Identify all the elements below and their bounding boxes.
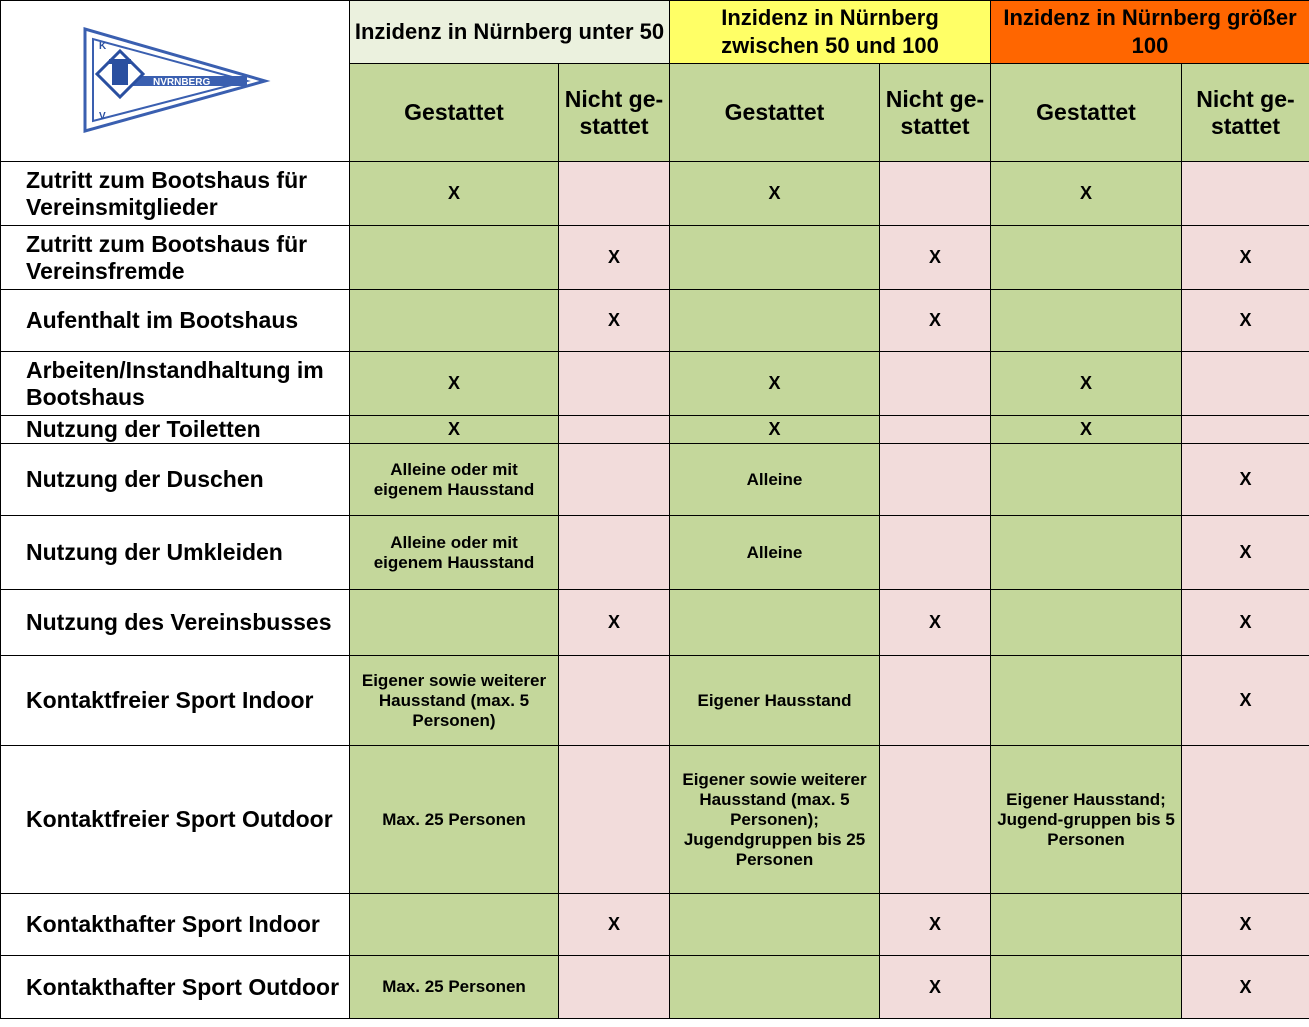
cross-mark: X: [607, 914, 620, 934]
table-body: [1, 162, 1309, 1019]
cross-mark: X: [607, 612, 620, 632]
allowed-cell: [350, 746, 559, 894]
allowed-cell: [991, 352, 1182, 416]
allowed-cell: [670, 590, 880, 656]
allowed-cell: [350, 352, 559, 416]
allowed-cell: [991, 956, 1182, 1019]
cross-mark: X: [1239, 690, 1252, 710]
header-incidence-50-100: Inzidenz in Nürnberg zwischen 50 und 100: [670, 1, 991, 64]
not-allowed-cell: [880, 352, 991, 416]
cross-mark: X: [768, 373, 781, 393]
not-allowed-cell: [559, 956, 670, 1019]
cross-mark: X: [928, 612, 941, 632]
cross-mark: X: [447, 183, 460, 203]
logo-letter-top: K: [99, 41, 107, 52]
allowed-cell: [350, 956, 559, 1019]
allowed-cell: [991, 516, 1182, 590]
allowed-cell: [350, 290, 559, 352]
table-row: [1, 894, 1309, 956]
allowed-cell: [991, 162, 1182, 226]
not-allowed-cell: [1182, 516, 1309, 590]
allowed-cell: [670, 416, 880, 444]
not-allowed-cell: [559, 226, 670, 290]
club-logo-cell: [1, 1, 350, 162]
table-row: [1, 590, 1309, 656]
row-label: Arbeiten/Instandhaltung im Bootshaus: [1, 352, 350, 416]
allowed-cell: [991, 656, 1182, 746]
row-label: Nutzung der Toiletten: [1, 416, 350, 444]
table-row: [1, 352, 1309, 416]
allowed-cell: [670, 352, 880, 416]
cross-mark: X: [1239, 469, 1252, 489]
not-allowed-cell: [880, 226, 991, 290]
allowed-cell: [670, 894, 880, 956]
not-allowed-cell: [1182, 162, 1309, 226]
not-allowed-cell: [559, 444, 670, 516]
not-allowed-cell: [880, 956, 991, 1019]
cross-mark: X: [1079, 183, 1092, 203]
cross-mark: X: [928, 310, 941, 330]
cell-note: Max. 25 Personen: [382, 809, 526, 829]
cross-mark: X: [1239, 247, 1252, 267]
header-incidence-over-100: Inzidenz in Nürnberg größer 100: [991, 1, 1309, 64]
allowed-cell: [991, 590, 1182, 656]
cross-mark: X: [1239, 976, 1252, 997]
not-allowed-cell: [1182, 416, 1309, 444]
row-label: Kontakthafter Sport Outdoor: [1, 956, 350, 1019]
allowed-cell: [670, 162, 880, 226]
allowed-cell: [991, 894, 1182, 956]
cross-mark: X: [447, 419, 460, 439]
table-row: [1, 656, 1309, 746]
allowed-cell: [991, 444, 1182, 516]
cross-mark: X: [1239, 914, 1252, 934]
table-row: [1, 444, 1309, 516]
allowed-cell: [350, 894, 559, 956]
cross-mark: X: [928, 976, 941, 997]
not-allowed-cell: [559, 162, 670, 226]
allowed-cell: [670, 226, 880, 290]
cross-mark: X: [1239, 542, 1252, 562]
not-allowed-cell: [559, 894, 670, 956]
row-label: Nutzung der Duschen: [1, 444, 350, 516]
club-pennant-logo: [75, 21, 275, 141]
allowed-cell: [670, 956, 880, 1019]
not-allowed-cell: [559, 416, 670, 444]
allowed-cell: [350, 656, 559, 746]
not-allowed-cell: [1182, 290, 1309, 352]
cross-mark: X: [1079, 373, 1092, 393]
not-allowed-cell: [1182, 590, 1309, 656]
not-allowed-cell: [559, 516, 670, 590]
allowed-cell: [991, 290, 1182, 352]
cross-mark: X: [1239, 612, 1252, 632]
row-label: Nutzung des Vereinsbusses: [1, 590, 350, 656]
cell-note: Eigener Hausstand; Jugend-gruppen bis 5 Personen: [997, 789, 1175, 849]
cell-note: Alleine: [746, 469, 803, 489]
subheader-not-allowed: Nicht ge-stattet: [559, 64, 670, 162]
cross-mark: X: [607, 247, 620, 267]
row-label: Aufenthalt im Bootshaus: [1, 290, 350, 352]
row-label: Nutzung der Umkleiden: [1, 516, 350, 590]
row-label: Kontaktfreier Sport Indoor: [1, 656, 350, 746]
allowed-cell: [350, 226, 559, 290]
not-allowed-cell: [1182, 352, 1309, 416]
table-row: [1, 956, 1309, 1019]
table-row: [1, 162, 1309, 226]
allowed-cell: [350, 162, 559, 226]
cross-mark: X: [928, 914, 941, 934]
header-incidence-under-50: Inzidenz in Nürnberg unter 50: [350, 1, 670, 64]
not-allowed-cell: [559, 590, 670, 656]
not-allowed-cell: [880, 590, 991, 656]
logo-letter-bottom: V: [99, 111, 106, 122]
cross-mark: X: [928, 247, 941, 267]
allowed-cell: [991, 746, 1182, 894]
subheader-allowed: Gestattet: [670, 64, 880, 162]
cell-note: Eigener Hausstand: [697, 690, 852, 710]
allowed-cell: [350, 590, 559, 656]
allowed-cell: [670, 656, 880, 746]
cross-mark: X: [1239, 310, 1252, 330]
row-label: Zutritt zum Bootshaus für Vereinsfremde: [1, 226, 350, 290]
cell-note: Eigener sowie weiterer Hausstand (max. 5 Personen): [361, 670, 547, 730]
row-label: Kontaktfreier Sport Outdoor: [1, 746, 350, 894]
not-allowed-cell: [1182, 444, 1309, 516]
subheader-not-allowed: Nicht ge-stattet: [1182, 64, 1309, 162]
table-row: [1, 416, 1309, 444]
not-allowed-cell: [1182, 956, 1309, 1019]
subheader-allowed: Gestattet: [991, 64, 1182, 162]
logo-city-text: NVRNBERG: [153, 77, 211, 88]
not-allowed-cell: [880, 516, 991, 590]
cell-note: Alleine: [746, 542, 803, 562]
cross-mark: X: [447, 373, 460, 393]
not-allowed-cell: [559, 290, 670, 352]
cross-mark: X: [607, 310, 620, 330]
not-allowed-cell: [1182, 894, 1309, 956]
table-row: [1, 226, 1309, 290]
allowed-cell: [350, 444, 559, 516]
not-allowed-cell: [880, 444, 991, 516]
allowed-cell: [350, 416, 559, 444]
allowed-cell: [991, 226, 1182, 290]
not-allowed-cell: [1182, 226, 1309, 290]
not-allowed-cell: [880, 290, 991, 352]
allowed-cell: [670, 516, 880, 590]
cell-note: Max. 25 Personen: [382, 977, 526, 996]
table-row: [1, 290, 1309, 352]
cell-note: Eigener sowie weiterer Hausstand (max. 5 Personen); Jugendgruppen bis 25 Personen: [682, 769, 867, 869]
allowed-cell: [350, 516, 559, 590]
not-allowed-cell: [880, 746, 991, 894]
not-allowed-cell: [559, 656, 670, 746]
not-allowed-cell: [880, 894, 991, 956]
row-label: Zutritt zum Bootshaus für Vereinsmitglieder: [1, 162, 350, 226]
not-allowed-cell: [1182, 656, 1309, 746]
cross-mark: X: [768, 419, 781, 439]
row-label: Kontakthafter Sport Indoor: [1, 894, 350, 956]
subheader-not-allowed: Nicht ge-stattet: [880, 64, 991, 162]
cell-note: Alleine oder mit eigenem Hausstand: [373, 459, 535, 499]
subheader-allowed: Gestattet: [350, 64, 559, 162]
not-allowed-cell: [880, 656, 991, 746]
table-row: [1, 516, 1309, 590]
not-allowed-cell: [559, 352, 670, 416]
cell-note: Alleine oder mit eigenem Hausstand: [373, 532, 535, 572]
cross-mark: X: [768, 183, 781, 203]
table-row: [1, 746, 1309, 894]
not-allowed-cell: [880, 416, 991, 444]
not-allowed-cell: [559, 746, 670, 894]
allowed-cell: [670, 444, 880, 516]
allowed-cell: [670, 290, 880, 352]
allowed-cell: [991, 416, 1182, 444]
cross-mark: X: [1079, 419, 1092, 439]
not-allowed-cell: [1182, 746, 1309, 894]
allowed-cell: [670, 746, 880, 894]
not-allowed-cell: [880, 162, 991, 226]
